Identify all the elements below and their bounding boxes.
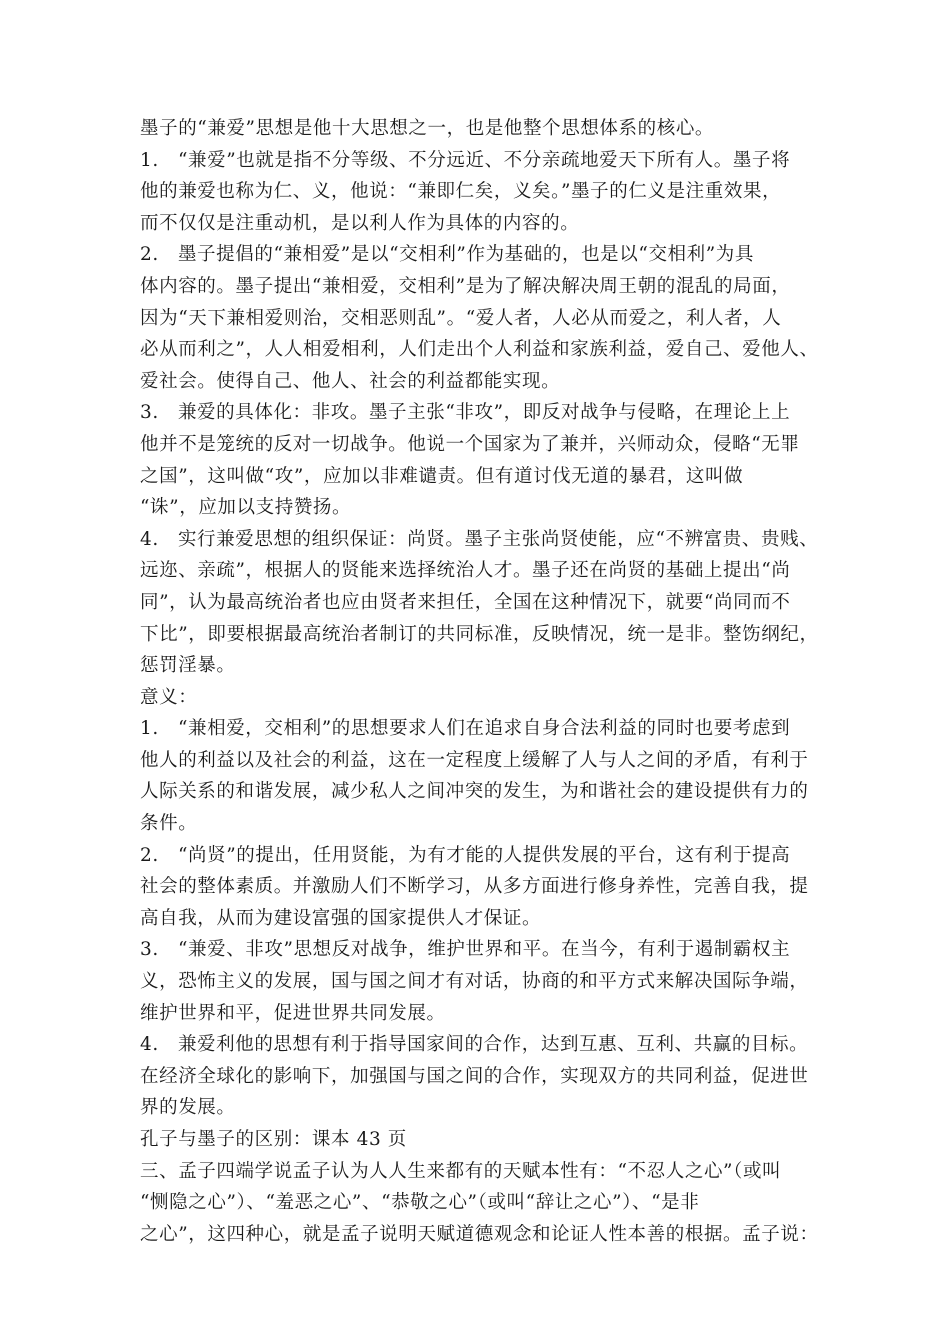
text-line: 惩罚淫暴。 <box>140 655 236 677</box>
text-line: 维护世界和平，促进世界共同发展。 <box>140 1002 446 1024</box>
text-line: “恻隐之心”）、“羞恶之心”、“恭敬之心”（或叫“辞让之心”）、“是非 <box>140 1192 700 1214</box>
text-line: 之国”，这叫做“攻”，应加以非难谴责。但有道讨伐无道的暴君，这叫做 <box>140 465 744 487</box>
document-body <box>140 113 830 1250</box>
text-line: “诛”，应加以支持赞扬。 <box>140 497 352 519</box>
text-line: 因为“天下兼相爱则治，交相恶则乱”。“爱人者，人必从而爱之，利人者，人 <box>140 307 782 329</box>
text-line: 2. “尚贤”的提出，任用贤能，为有才能的人提供发展的平台，这有利于提高 <box>140 844 791 866</box>
text-line: 墨子的“兼爱”思想是他十大思想之一，也是他整个思想体系的核心。 <box>140 118 715 139</box>
text-line: 同”，认为最高统治者也应由贤者来担任，全国在这种情况下，就要“尚同而不 <box>140 591 791 613</box>
text-line: 他的兼爱也称为仁、义，他说：“兼即仁矣，义矣。”墨子的仁义是注重效果， <box>140 181 782 203</box>
text-line: 条件。 <box>140 813 198 835</box>
text-line: 3. 兼爱的具体化：非攻。墨子主张“非攻”，即反对战争与侵略，在理论上上 <box>140 402 791 424</box>
text-line: 而不仅仅是注重动机，是以利人作为具体的内容的。 <box>140 212 580 234</box>
text-line: 他并不是笼统的反对一切战争。他说一个国家为了兼并，兴师动众，侵略“无罪 <box>140 433 800 455</box>
text-line: 高自我，从而为建设富强的国家提供人才保证。 <box>140 907 542 929</box>
text-line: 孔子与墨子的区别：课本 43 页 <box>140 1129 407 1150</box>
text-line: 社会的整体素质。并激励人们不断学习，从多方面进行修身养性，完善自我，提 <box>140 876 809 898</box>
text-line: 远迩、亲疏”，根据人的贤能来选择统治人才。墨子还在尚贤的基础上提出“尚 <box>140 560 791 582</box>
text-line: 1. “兼相爱，交相利”的思想要求人们在追求自身合法利益的同时也要考虑到 <box>140 718 791 740</box>
text-line: 体内容的。墨子提出“兼相爱，交相利”是为了解决解决周王朝的混乱的局面， <box>140 275 791 297</box>
text-line: 1. “兼爱”也就是指不分等级、不分远近、不分亲疏地爱天下所有人。墨子将 <box>140 149 791 171</box>
text-line: 3. “兼爱、非攻”思想反对战争，维护世界和平。在当今，有利于遏制霸权主 <box>140 939 791 961</box>
text-line: 2. 墨子提倡的“兼相爱”是以“交相利”作为基础的，也是以“交相利”为具 <box>140 244 754 266</box>
text-line: 爱社会。使得自己、他人、社会的利益都能实现。 <box>140 370 561 392</box>
section-heading: 意义： <box>140 686 198 708</box>
text-line: 必从而利之”，人人相爱相利，人们走出个人利益和家族利益，爱自己、爱他人、 <box>140 339 819 361</box>
text-line: 4. 兼爱利他的思想有利于指导国家间的合作，达到互惠、互利、共赢的目标。 <box>140 1034 809 1056</box>
text-line: 4. 实行兼爱思想的组织保证：尚贤。墨子主张尚贤使能，应“不辨富贵、贵贱、 <box>140 528 819 550</box>
text-line: 之心”，这四种心，就是孟子说明天赋道德观念和论证人性本善的根据。孟子说： <box>140 1223 819 1245</box>
text-line: 人际关系的和谐发展，减少私人之间冲突的发生，为和谐社会的建设提供有力的 <box>140 781 809 803</box>
text-line: 义，恐怖主义的发展，国与国之间才有对话，协商的和平方式来解决国际争端， <box>140 971 809 993</box>
text-line: 下比”，即要根据最高统治者制订的共同标准，反映情况，统一是非。整饬纲纪， <box>140 623 819 645</box>
text-line: 界的发展。 <box>140 1097 236 1119</box>
text-line: 他人的利益以及社会的利益，这在一定程度上缓解了人与人之间的矛盾，有利于 <box>140 749 809 771</box>
text-line: 三、孟子四端学说孟子认为人人生来都有的天赋本性有：“不忍人之心”（或叫 <box>140 1160 782 1182</box>
text-line: 在经济全球化的影响下，加强国与国之间的合作，实现双方的共同利益，促进世 <box>140 1065 809 1087</box>
